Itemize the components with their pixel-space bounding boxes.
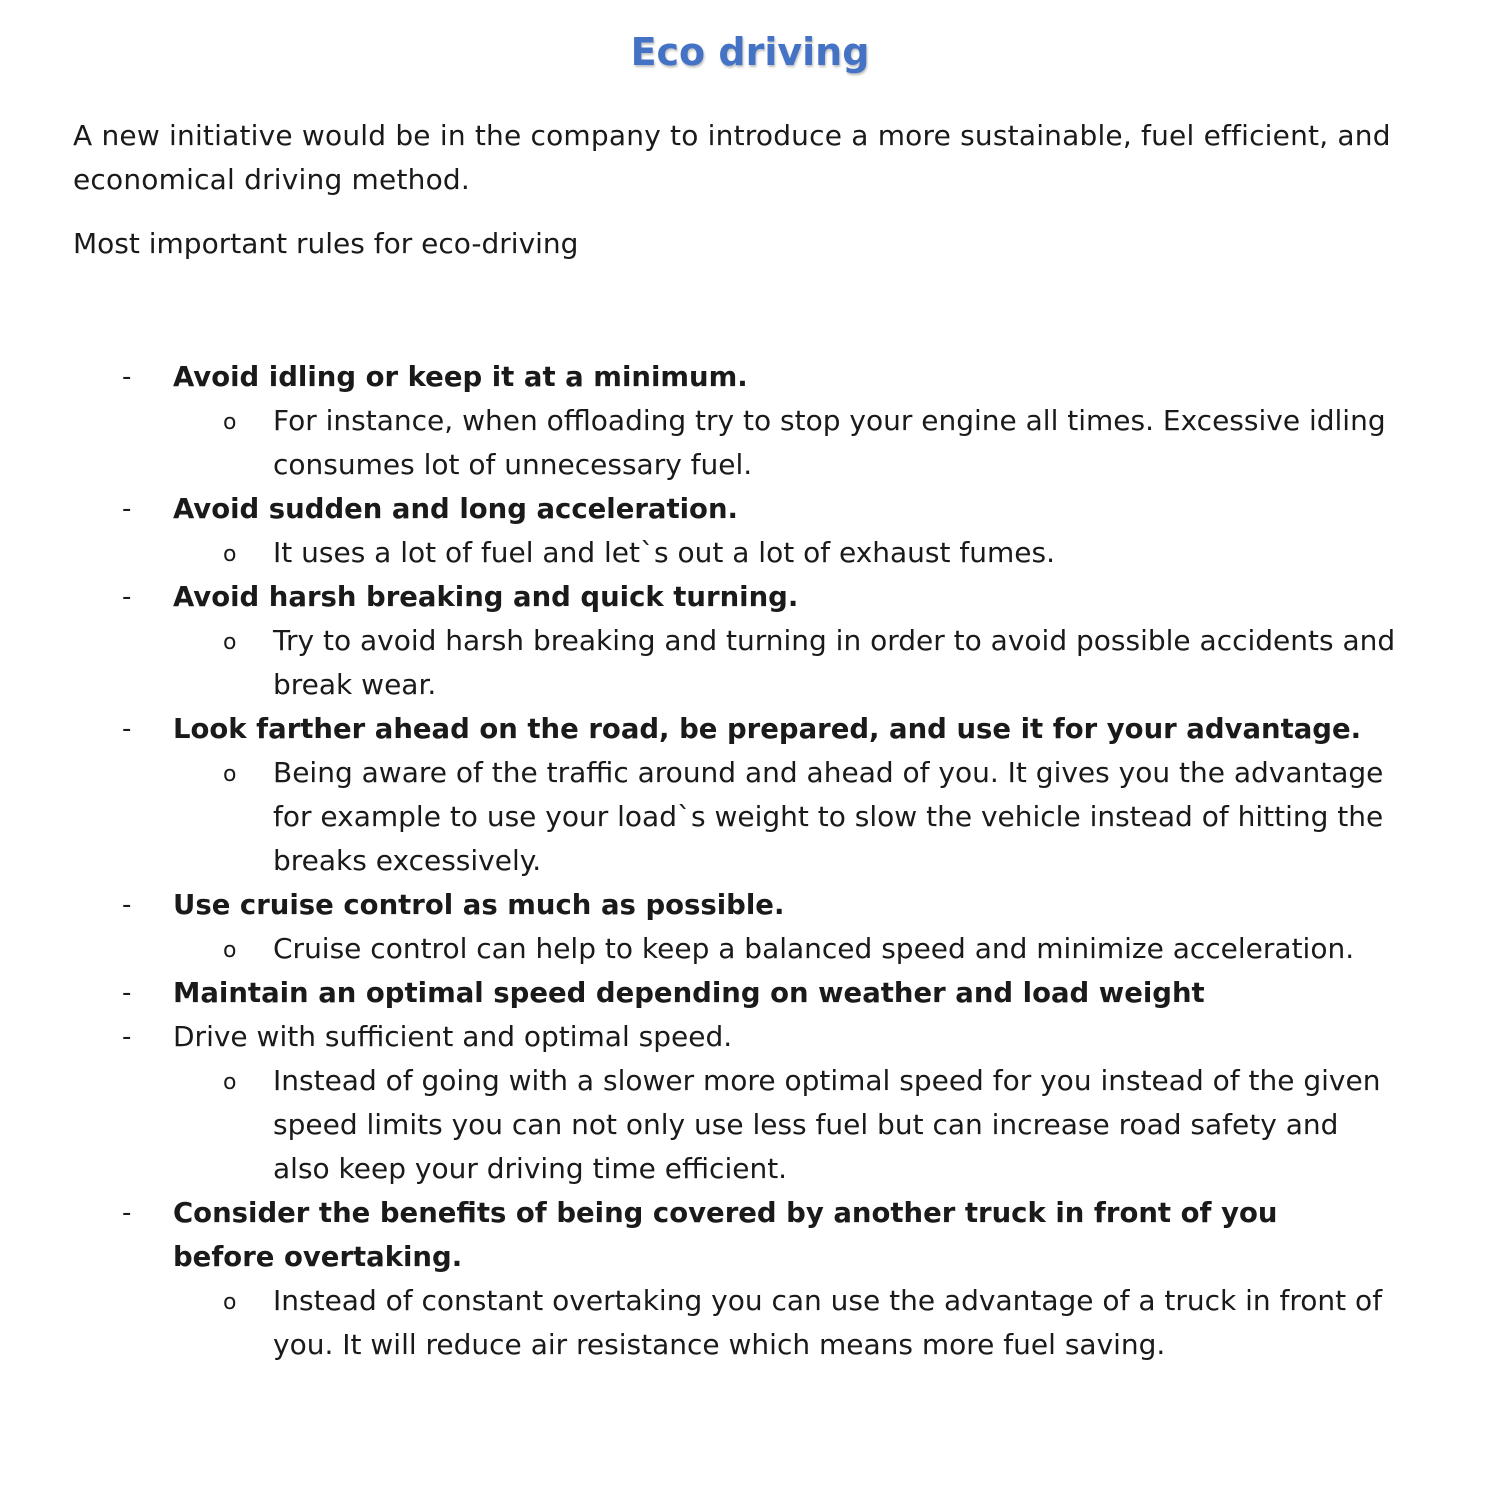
sub-item: [0, 751, 1500, 883]
intro-paragraph: A new initiative would be in the company to introduce a more sustainable, fuel efficient, and economical driving method.: [73, 119, 1391, 196]
rule-heading: [0, 1191, 1500, 1279]
sub-text: Cruise control can help to keep a balanced speed and minimize acceleration.: [273, 932, 1355, 965]
rule-text: Consider the benefits of being covered by another truck in front of you before overtaking.: [173, 1197, 1278, 1273]
dash-marker: -: [122, 582, 132, 612]
dash-marker: -: [122, 362, 132, 392]
rule-item: [0, 1015, 1500, 1191]
rule-text: Avoid sudden and long acceleration.: [173, 493, 738, 525]
dash-marker: -: [122, 714, 132, 744]
dash-marker: -: [122, 978, 132, 1008]
sub-text: For instance, when offloading try to stop your engine all times. Excessive idling consumes lot of unnecessary fuel.: [273, 404, 1386, 481]
rule-heading: [0, 707, 1500, 751]
sub-text: Try to avoid harsh breaking and turning in order to avoid possible accidents and break wear.: [273, 624, 1396, 701]
rule-text: Drive with sufficient and optimal speed.: [173, 1020, 733, 1053]
bullet-marker: o: [223, 542, 237, 567]
bullet-marker: o: [223, 630, 237, 655]
sub-item: [0, 531, 1500, 575]
bullet-marker: o: [223, 1290, 237, 1315]
sub-item: [0, 399, 1500, 487]
rules-list: [0, 355, 1500, 1367]
rule-heading: [0, 971, 1500, 1015]
rule-item: [0, 707, 1500, 883]
sub-text: Being aware of the traffic around and ahead of you. It gives you the advantage for example to use your load`s weight to slow the vehicle instead of hitting the breaks excessively.: [273, 756, 1384, 877]
sub-list: [0, 619, 1500, 707]
rule-item: [0, 971, 1500, 1015]
sub-list: [0, 927, 1500, 971]
sub-list: [0, 751, 1500, 883]
sub-text: Instead of going with a slower more optimal speed for you instead of the given speed limits you can not only use less fuel but can increase road safety and also keep your driving time efficient.: [273, 1064, 1381, 1185]
rule-heading: [0, 883, 1500, 927]
rule-text: Avoid harsh breaking and quick turning.: [173, 581, 799, 613]
sub-item: [0, 1279, 1500, 1367]
sub-list: [0, 531, 1500, 575]
sub-text: Instead of constant overtaking you can use the advantage of a truck in front of you. It will reduce air resistance which means more fuel saving.: [273, 1284, 1383, 1361]
rule-item: [0, 575, 1500, 707]
bullet-marker: o: [223, 1070, 237, 1095]
rule-heading: [0, 575, 1500, 619]
sub-item: [0, 927, 1500, 971]
sub-list: [0, 1059, 1500, 1191]
sub-item: [0, 619, 1500, 707]
sub-item: [0, 1059, 1500, 1191]
page-title: Eco driving: [630, 30, 870, 74]
rule-item: [0, 487, 1500, 575]
rule-item: [0, 355, 1500, 487]
rule-heading: [0, 355, 1500, 399]
rule-heading: [0, 487, 1500, 531]
sub-list: [0, 399, 1500, 487]
dash-marker: -: [122, 1022, 132, 1052]
rule-text: Look farther ahead on the road, be prepared, and use it for your advantage.: [173, 713, 1362, 745]
rule-text: Use cruise control as much as possible.: [173, 889, 785, 921]
bullet-marker: o: [223, 938, 237, 963]
sub-text: It uses a lot of fuel and let`s out a lot of exhaust fumes.: [273, 536, 1055, 569]
rule-text: Avoid idling or keep it at a minimum.: [173, 361, 748, 393]
sub-list: [0, 1279, 1500, 1367]
dash-marker: -: [122, 1198, 132, 1228]
dash-marker: -: [122, 890, 132, 920]
dash-marker: -: [122, 494, 132, 524]
rule-heading: [0, 1015, 1500, 1059]
rule-text: Maintain an optimal speed depending on weather and load weight: [173, 977, 1205, 1009]
rules-subheading: Most important rules for eco-driving: [73, 227, 579, 260]
rule-item: [0, 883, 1500, 971]
bullet-marker: o: [223, 762, 237, 787]
bullet-marker: o: [223, 410, 237, 435]
rule-item: [0, 1191, 1500, 1367]
